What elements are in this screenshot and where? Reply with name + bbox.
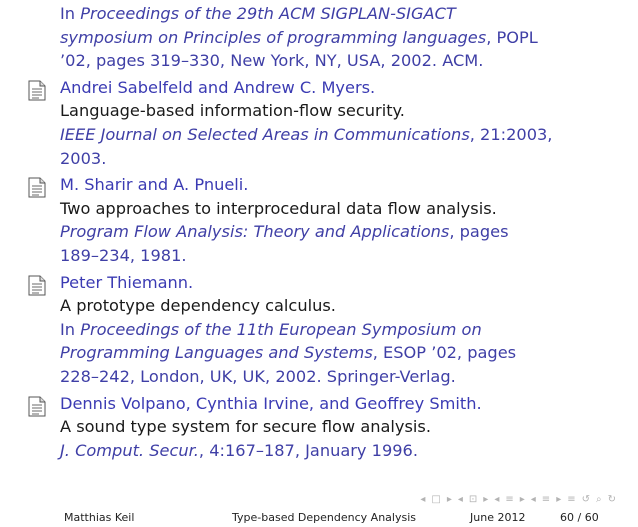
nav-control-icon[interactable]: ⌕ bbox=[596, 494, 602, 505]
reference-venue: Proceedings of the 11th European Symposium on bbox=[80, 319, 482, 339]
nav-control-icon[interactable]: ↻ bbox=[607, 494, 616, 505]
reference-details: , pages bbox=[449, 222, 509, 242]
nav-control-icon[interactable]: ◂ bbox=[420, 494, 426, 505]
nav-control-icon[interactable]: ◂ bbox=[457, 494, 463, 505]
reference-entry bbox=[28, 2, 618, 73]
nav-control-icon[interactable]: ▸ bbox=[519, 494, 525, 505]
reference-venue: Proceedings of the 29th ACM SIGPLAN-SIGACT bbox=[80, 4, 456, 23]
nav-control-icon[interactable]: ▸ bbox=[483, 494, 489, 505]
reference-title: Two approaches to interprocedural data flow analysis. bbox=[60, 198, 497, 218]
nav-control-icon[interactable]: ▸ bbox=[556, 494, 562, 505]
nav-control-icon[interactable]: ◂ bbox=[494, 494, 500, 505]
nav-control-icon[interactable]: ≡ bbox=[541, 494, 551, 505]
nav-control-icon[interactable]: □ bbox=[431, 494, 441, 505]
reference-entry bbox=[28, 173, 618, 267]
reference-line bbox=[60, 415, 618, 439]
footer-page-number: 60 / 60 bbox=[560, 511, 599, 524]
reference-details: ’02, pages 319–330, New York, NY, USA, 2002. ACM. bbox=[60, 51, 484, 71]
reference-line bbox=[60, 392, 618, 416]
reference-line bbox=[60, 341, 618, 365]
footer-title: Type-based Dependency Analysis bbox=[232, 511, 416, 524]
reference-entry bbox=[28, 271, 618, 389]
nav-control-icon[interactable]: ≡ bbox=[567, 494, 576, 505]
reference-details: In bbox=[60, 319, 81, 339]
reference-title: A prototype dependency calculus. bbox=[60, 296, 336, 316]
reference-entry bbox=[28, 76, 618, 170]
nav-control-icon[interactable]: ◂ bbox=[530, 494, 536, 505]
reference-line bbox=[60, 2, 618, 26]
reference-line bbox=[60, 26, 618, 50]
reference-details: 2003. bbox=[60, 148, 107, 168]
reference-venue: Programming Languages and Systems bbox=[60, 343, 373, 363]
beamer-navigation-bar bbox=[420, 494, 616, 506]
reference-details: , 21:2003, bbox=[469, 124, 553, 144]
reference-title: A sound type system for secure flow analysis. bbox=[60, 417, 432, 437]
footer-author: Matthias Keil bbox=[64, 511, 135, 524]
article-icon bbox=[28, 177, 46, 198]
reference-line bbox=[60, 271, 618, 295]
reference-details: , ESOP ’02, pages bbox=[372, 343, 517, 363]
slide-footer bbox=[0, 508, 638, 527]
reference-line bbox=[60, 294, 618, 318]
reference-venue: IEEE Journal on Selected Areas in Communications bbox=[60, 124, 470, 144]
reference-line bbox=[60, 99, 618, 123]
reference-line bbox=[60, 365, 618, 389]
bibliography-list bbox=[28, 2, 618, 465]
reference-authors: Andrei Sabelfeld and Andrew C. Myers. bbox=[60, 77, 376, 97]
nav-control-icon[interactable]: ⊡ bbox=[468, 494, 478, 505]
reference-venue: Program Flow Analysis: Theory and Applications bbox=[60, 222, 450, 242]
reference-details: , POPL bbox=[486, 27, 538, 47]
article-icon bbox=[28, 80, 46, 101]
reference-line bbox=[60, 173, 618, 197]
reference-venue: symposium on Principles of programming languages bbox=[60, 27, 487, 47]
nav-control-icon[interactable]: ▸ bbox=[446, 494, 452, 505]
reference-line bbox=[60, 147, 618, 171]
footer-date: June 2012 bbox=[470, 511, 526, 524]
nav-control-icon[interactable]: ≡ bbox=[505, 494, 514, 505]
reference-authors: M. Sharir and A. Pnueli. bbox=[60, 175, 249, 195]
reference-details: In bbox=[60, 4, 81, 23]
nav-control-icon[interactable]: ↺ bbox=[581, 494, 590, 505]
reference-venue: J. Comput. Secur. bbox=[60, 440, 199, 460]
article-icon bbox=[28, 275, 46, 296]
reference-line bbox=[60, 244, 618, 268]
reference-details: 189–234, 1981. bbox=[60, 245, 187, 265]
reference-entry bbox=[28, 392, 618, 463]
article-icon bbox=[28, 396, 46, 417]
reference-title: Language-based information-flow security. bbox=[60, 101, 405, 121]
reference-line bbox=[60, 123, 618, 147]
reference-authors: Peter Thiemann. bbox=[60, 272, 194, 292]
reference-details: , 4:167–187, January 1996. bbox=[198, 440, 418, 460]
reference-line bbox=[60, 439, 618, 463]
reference-authors: Dennis Volpano, Cynthia Irvine, and Geoffrey Smith. bbox=[60, 393, 482, 413]
reference-line bbox=[60, 197, 618, 221]
reference-line bbox=[60, 76, 618, 100]
reference-line bbox=[60, 49, 618, 73]
reference-line bbox=[60, 318, 618, 342]
reference-details: 228–242, London, UK, UK, 2002. Springer-Verlag. bbox=[60, 366, 456, 386]
reference-line bbox=[60, 220, 618, 244]
